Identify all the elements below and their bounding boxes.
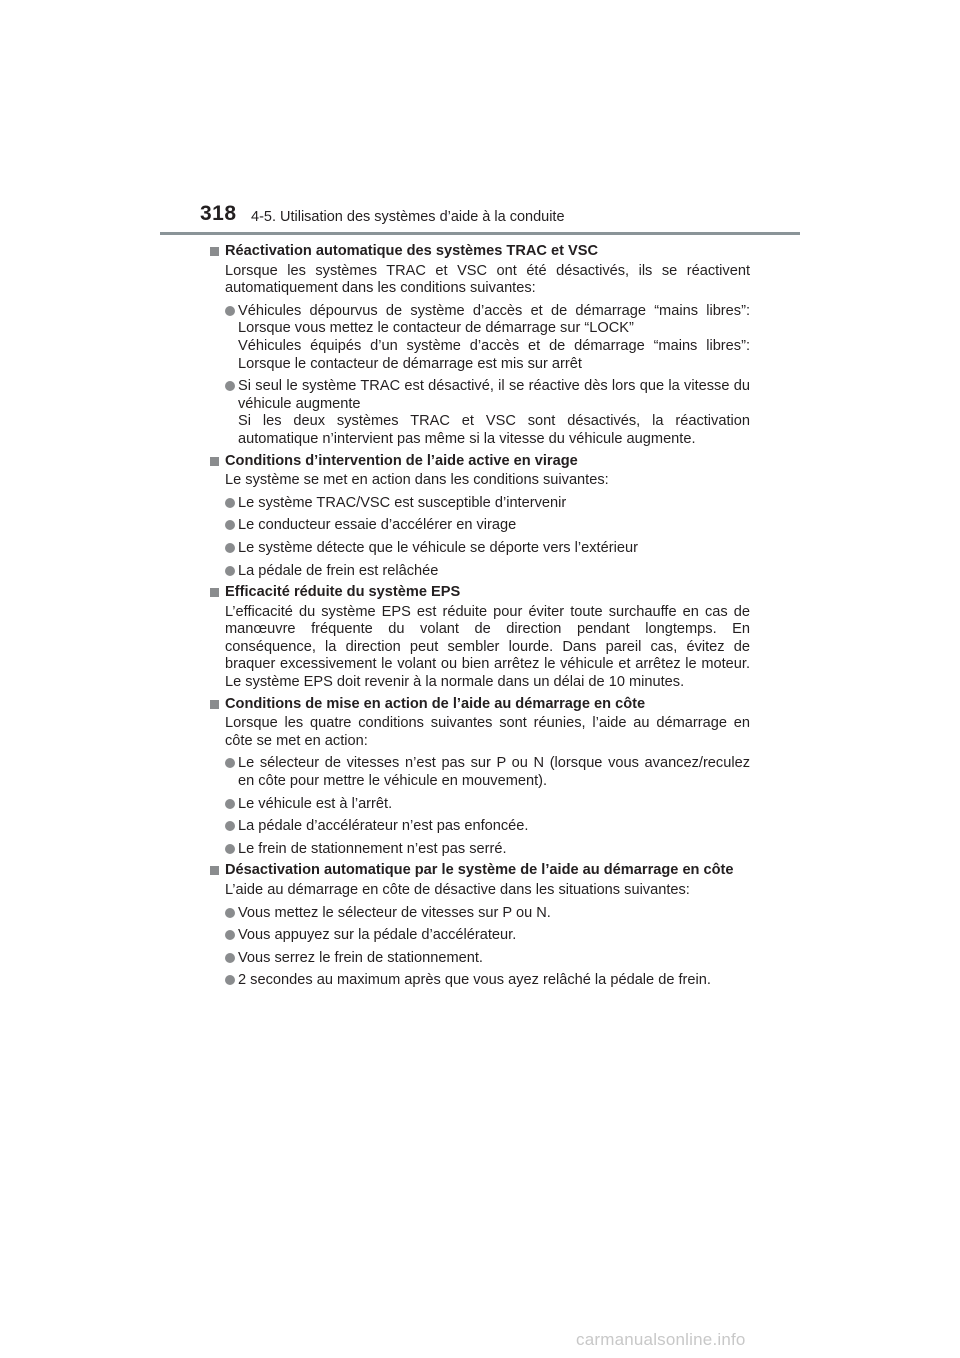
section-title-text: Désactivation automatique par le système de l’aide au démarrage en côte	[225, 862, 734, 879]
list-item-text: La pédale d’accélérateur n’est pas enfoncée.	[238, 818, 529, 835]
section-paragraph: L’efficacité du système EPS est réduite pour éviter toute surchauffe en cas de manœuvre fréquente du volant de direction pendant longtemps. En conséquence, la direction peut sembler lourde. Dans pareil cas, évitez de braquer excessivement le volant ou bien arrêtez le véhicule et arrêtez le moteur. Le système EPS doit revenir à la normale dans un délai de 10 minutes.	[225, 603, 750, 691]
section	[210, 584, 750, 692]
circle-bullet-icon	[225, 953, 235, 963]
circle-bullet-icon	[225, 543, 235, 553]
section-paragraph: Lorsque les quatre conditions suivantes sont réunies, l’aide au démarrage en côte se met en action:	[225, 715, 750, 749]
header-rule	[160, 232, 800, 235]
circle-bullet-icon	[225, 799, 235, 809]
list-item	[225, 495, 750, 513]
list-item-text: Le frein de stationnement n’est pas serré.	[238, 840, 507, 857]
list-item-text: Vous appuyez sur la pédale d’accélérateur.	[238, 927, 517, 944]
circle-bullet-icon	[225, 975, 235, 985]
bullet-list	[210, 303, 750, 449]
square-bullet-icon	[210, 700, 219, 709]
list-item	[225, 755, 750, 790]
list-item	[225, 378, 750, 448]
section-paragraph: Lorsque les systèmes TRAC et VSC ont été désactivés, ils se réactivent automatiquement dans les conditions suivantes:	[225, 262, 750, 297]
section	[210, 453, 750, 581]
section-title-text: Conditions d’intervention de l’aide active en virage	[225, 452, 578, 469]
list-item	[225, 563, 750, 581]
section-title-text: Réactivation automatique des systèmes TRAC et VSC	[225, 243, 599, 259]
list-item-text: Vous serrez le frein de stationnement.	[238, 949, 483, 966]
list-item-text: Vous mettez le sélecteur de vitesses sur P ou N.	[238, 904, 551, 921]
section-title	[210, 243, 750, 261]
circle-bullet-icon	[225, 306, 235, 316]
list-item	[225, 540, 750, 558]
list-item	[225, 517, 750, 535]
watermark: carmanualsonline.info	[576, 1330, 746, 1349]
list-item-text: 2 secondes au maximum après que vous ayez relâché la pédale de frein.	[238, 972, 711, 989]
list-item-text: Véhicules équipés d’un système d’accès et de démarrage “mains libres”: Lorsque le contacteur de démarrage est mis sur arrêt	[238, 337, 750, 372]
chapter-title: 4-5. Utilisation des systèmes d’aide à la conduite	[251, 209, 565, 225]
list-item	[225, 905, 750, 923]
square-bullet-icon	[210, 866, 219, 875]
section-title	[210, 453, 750, 471]
list-item	[225, 927, 750, 945]
list-item	[225, 841, 750, 859]
circle-bullet-icon	[225, 566, 235, 576]
section-title	[210, 862, 750, 880]
section-paragraph: Le système se met en action dans les conditions suivantes:	[225, 472, 609, 489]
square-bullet-icon	[210, 457, 219, 466]
list-item-text: Véhicules dépourvus de système d’accès et de démarrage “mains libres”: Lorsque vous mettez le contacteur de démarrage sur “LOCK”	[238, 302, 750, 337]
section	[210, 696, 750, 859]
section-title	[210, 584, 750, 602]
list-item-text: Le système détecte que le véhicule se déporte vers l’extérieur	[238, 539, 638, 556]
circle-bullet-icon	[225, 844, 235, 854]
section-paragraph: L’aide au démarrage en côte de désactive dans les situations suivantes:	[225, 882, 690, 898]
circle-bullet-icon	[225, 758, 235, 768]
section	[210, 862, 750, 990]
bullet-list	[210, 905, 750, 990]
bullet-list	[210, 755, 750, 858]
list-item	[225, 303, 750, 373]
list-item-text: Si les deux systèmes TRAC et VSC sont désactivés, la réactivation automatique n’intervient pas même si la vitesse du véhicule augmente.	[238, 413, 750, 447]
section-title	[210, 696, 750, 714]
section-title-text: Efficacité réduite du système EPS	[225, 584, 461, 601]
list-item	[225, 972, 750, 990]
circle-bullet-icon	[225, 908, 235, 918]
list-item-text: Si seul le système TRAC est désactivé, il se réactive dès lors que la vitesse du véhicule augmente	[238, 378, 750, 412]
bullet-list	[210, 495, 750, 580]
circle-bullet-icon	[225, 930, 235, 940]
section-title-text: Conditions de mise en action de l’aide au démarrage en côte	[225, 695, 646, 712]
list-item	[225, 950, 750, 968]
list-item	[225, 818, 750, 836]
square-bullet-icon	[210, 247, 219, 256]
list-item-text: Le système TRAC/VSC est susceptible d’intervenir	[238, 494, 567, 511]
page-number: 318	[200, 202, 237, 225]
square-bullet-icon	[210, 588, 219, 597]
page-content	[210, 243, 750, 994]
list-item-text: Le conducteur essaie d’accélérer en virage	[238, 517, 517, 534]
circle-bullet-icon	[225, 520, 235, 530]
list-item-text: La pédale de frein est relâchée	[238, 562, 439, 579]
circle-bullet-icon	[225, 381, 235, 391]
list-item	[225, 796, 750, 814]
list-item-text: Le sélecteur de vitesses n’est pas sur P ou N (lorsque vous avancez/reculez en côte pour mettre le véhicule en mouvement).	[238, 755, 750, 790]
section	[210, 243, 750, 449]
circle-bullet-icon	[225, 821, 235, 831]
list-item-text: Le véhicule est à l’arrêt.	[238, 795, 393, 812]
circle-bullet-icon	[225, 498, 235, 508]
